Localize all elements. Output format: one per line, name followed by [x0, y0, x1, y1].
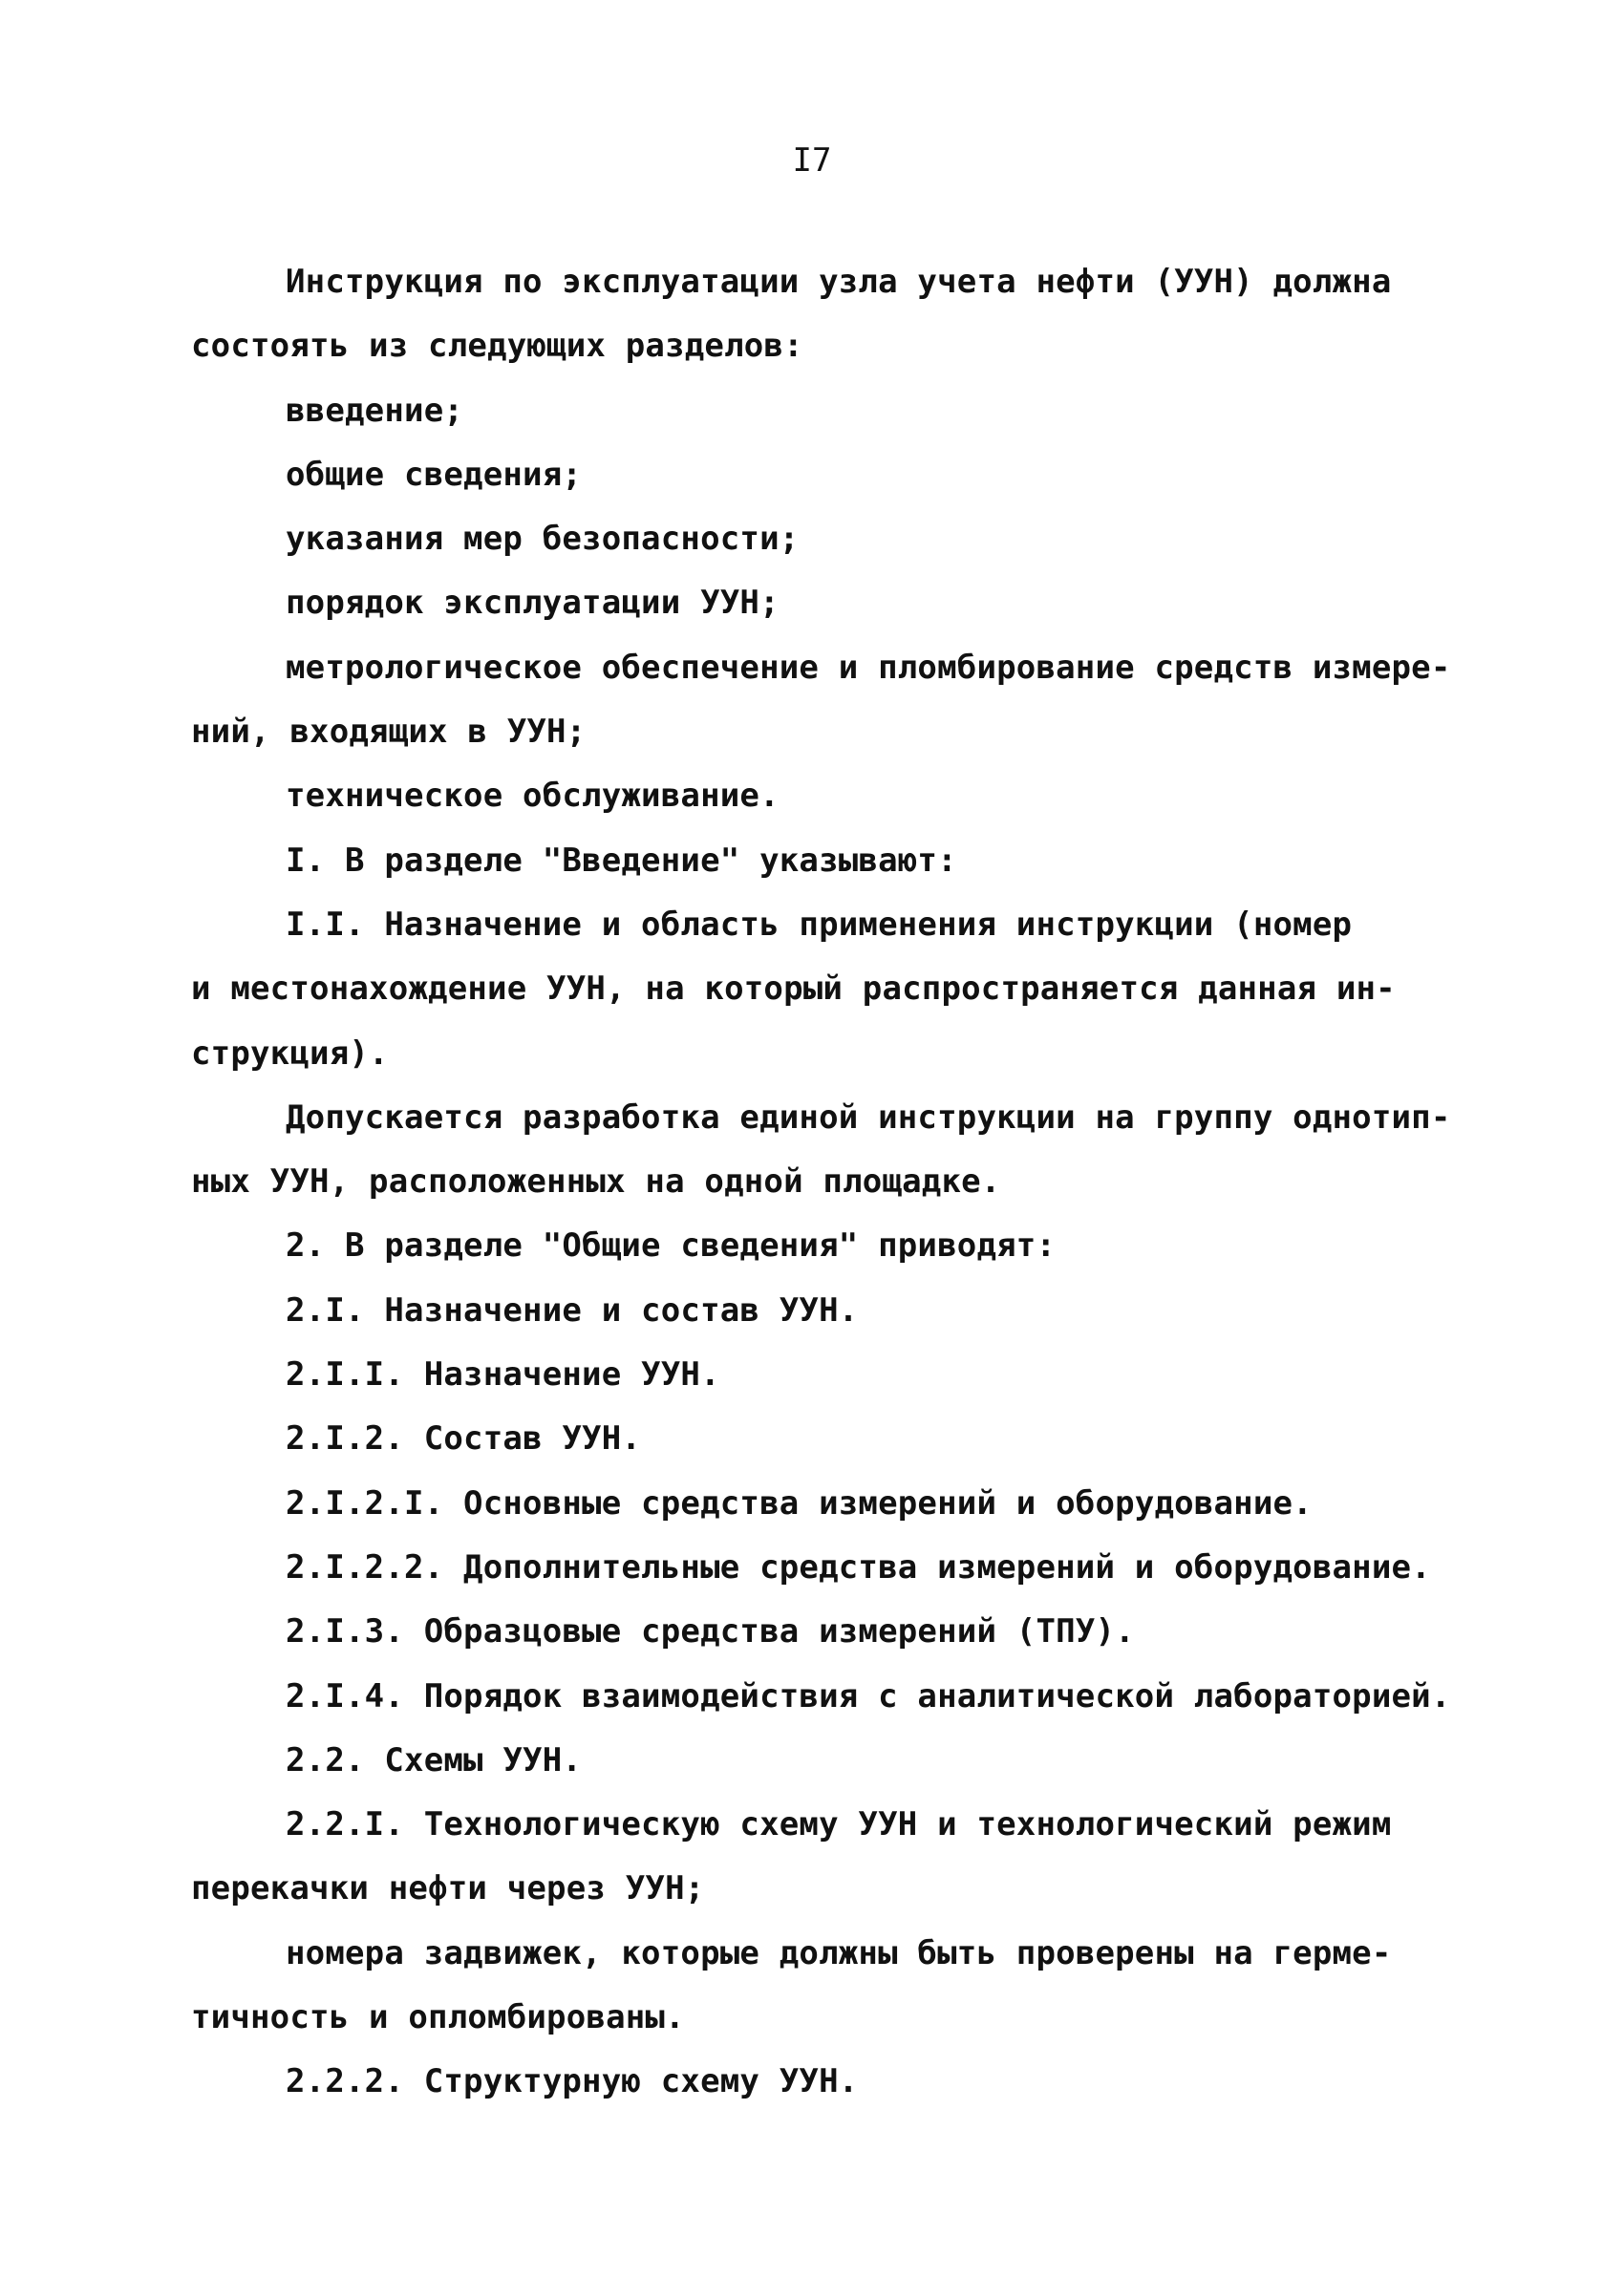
text-line: перекачки нефти через УУН; [191, 1869, 705, 1908]
text-line: Допускается разработка единой инструкции на группу однотип- [286, 1097, 1451, 1137]
text-line: метрологическое обеспечение и пломбирование средств измере- [286, 648, 1451, 687]
text-line: 2.2.I. Технологическую схему УУН и технологический режим [286, 1805, 1392, 1844]
text-line: 2.I.4. Порядок взаимодействия с аналитической лабораторией. [286, 1676, 1451, 1715]
page-number: I7 [792, 141, 832, 180]
text-line: общие сведения; [286, 455, 583, 494]
text-line: 2.I. Назначение и состав УУН. [286, 1290, 859, 1330]
text-line: порядок эксплуатации УУН; [286, 584, 780, 623]
text-line: введение; [286, 391, 464, 430]
text-line: ний, входящих в УУН; [191, 713, 587, 752]
text-line: Инструкция по эксплуатации узла учета нефти (УУН) должна [286, 263, 1392, 301]
text-line: 2.2. Схемы УУН. [286, 1740, 583, 1779]
text-line: техническое обслуживание. [286, 777, 780, 816]
text-line: 2.I.2.I. Основные средства измерений и оборудование. [286, 1483, 1313, 1523]
text-line: и местонахождение УУН, на который распространяется данная ин- [191, 970, 1396, 1009]
text-line: номера задвижек, которые должны быть проверены на герме- [286, 1933, 1392, 1972]
text-line: 2.I.I. Назначение УУН. [286, 1355, 720, 1395]
text-line: 2.I.3. Образцовые средства измерений (ТПУ). [286, 1612, 1135, 1651]
text-line: 2.2.2. Структурную схему УУН. [286, 2062, 859, 2101]
text-line: 2.I.2.2. Дополнительные средства измерений и оборудование. [286, 1547, 1431, 1587]
text-line: 2.I.2. Состав УУН. [286, 1419, 642, 1459]
text-line: 2. В разделе "Общие сведения" приводят: [286, 1226, 1057, 1266]
text-line: указания мер безопасности; [286, 520, 800, 559]
text-line: струкция). [191, 1033, 389, 1073]
body-text [191, 250, 1451, 2115]
text-line: ных УУН, расположенных на одной площадке. [191, 1162, 1001, 1202]
text-line: состоять из следующих разделов: [191, 327, 803, 366]
text-line: I. В разделе "Введение" указывают: [286, 841, 957, 880]
text-line: I.I. Назначение и область применения инструкции (номер [286, 905, 1353, 944]
text-line: тичность и опломбированы. [191, 1998, 685, 2037]
